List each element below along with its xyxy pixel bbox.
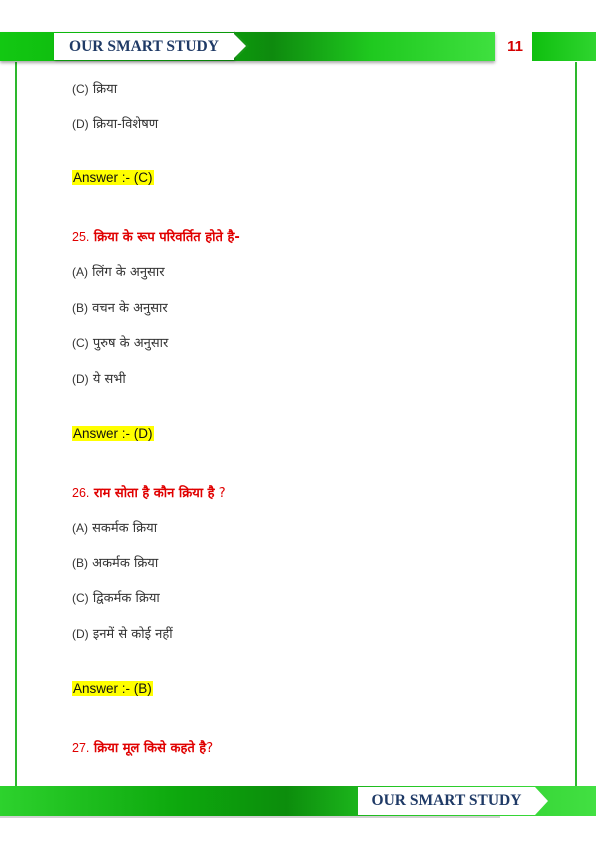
header-bar-right <box>532 32 596 61</box>
option-text: द्विकर्मक क्रिया <box>92 591 160 606</box>
footer-shadow <box>0 816 500 818</box>
question-26 <box>72 483 226 501</box>
header-arrow-icon <box>233 33 246 59</box>
option-b <box>72 553 158 571</box>
question-text: राम सोता है कौन क्रिया है <box>93 486 215 501</box>
option-c <box>72 333 168 351</box>
option-label: (C) <box>72 82 89 96</box>
question-number: 26. <box>72 486 90 500</box>
option-d <box>72 624 173 642</box>
option-text: अकर्मक क्रिया <box>92 556 159 571</box>
option-text: ये सभी <box>92 372 126 387</box>
answer-highlight: Answer :- (D) <box>73 426 153 441</box>
option-text: पुरुष के अनुसार <box>92 336 169 351</box>
question-number: 25. <box>72 230 90 244</box>
option-c <box>72 79 117 97</box>
option-text: इनमें से कोई नहीं <box>92 627 173 642</box>
option-d <box>72 369 126 387</box>
option-label: (A) <box>72 521 88 535</box>
question-25 <box>72 227 240 245</box>
answer-line <box>72 681 153 697</box>
question-text: क्रिया के रूप परिवर्तित होते है- <box>93 230 240 245</box>
question-text: क्रिया मूल किसे कहते है <box>93 741 207 756</box>
question-number: 27. <box>72 741 90 755</box>
page-number: 11 <box>498 33 532 60</box>
answer-highlight: Answer :- (B) <box>73 681 152 696</box>
footer-arrow-icon <box>535 787 548 815</box>
option-label: (B) <box>72 301 88 315</box>
option-label: (C) <box>72 336 89 350</box>
page-border-right <box>575 62 577 786</box>
option-text: क्रिया-विशेषण <box>92 117 159 132</box>
answer-line <box>72 426 154 442</box>
option-text: सकर्मक क्रिया <box>92 521 158 536</box>
answer-line <box>72 170 154 186</box>
option-label: (C) <box>72 591 89 605</box>
option-label: (B) <box>72 556 88 570</box>
option-text: वचन के अनुसार <box>92 301 168 316</box>
question-27 <box>72 738 213 756</box>
option-c <box>72 588 160 606</box>
option-text: लिंग के अनुसार <box>92 265 165 280</box>
option-label: (D) <box>72 117 89 131</box>
question-tail: ? <box>206 741 214 756</box>
answer-highlight: Answer :- (C) <box>73 170 153 185</box>
option-d <box>72 114 158 132</box>
header-brand-label: OUR SMART STUDY <box>54 33 234 60</box>
option-label: (A) <box>72 265 88 279</box>
page-border-left <box>15 62 17 786</box>
option-a <box>72 518 157 536</box>
option-b <box>72 298 168 316</box>
option-a <box>72 262 165 280</box>
option-label: (D) <box>72 372 89 386</box>
question-tail: ? <box>214 486 226 501</box>
option-label: (D) <box>72 627 89 641</box>
footer-brand-label: OUR SMART STUDY <box>358 787 535 815</box>
option-text: क्रिया <box>92 82 118 97</box>
